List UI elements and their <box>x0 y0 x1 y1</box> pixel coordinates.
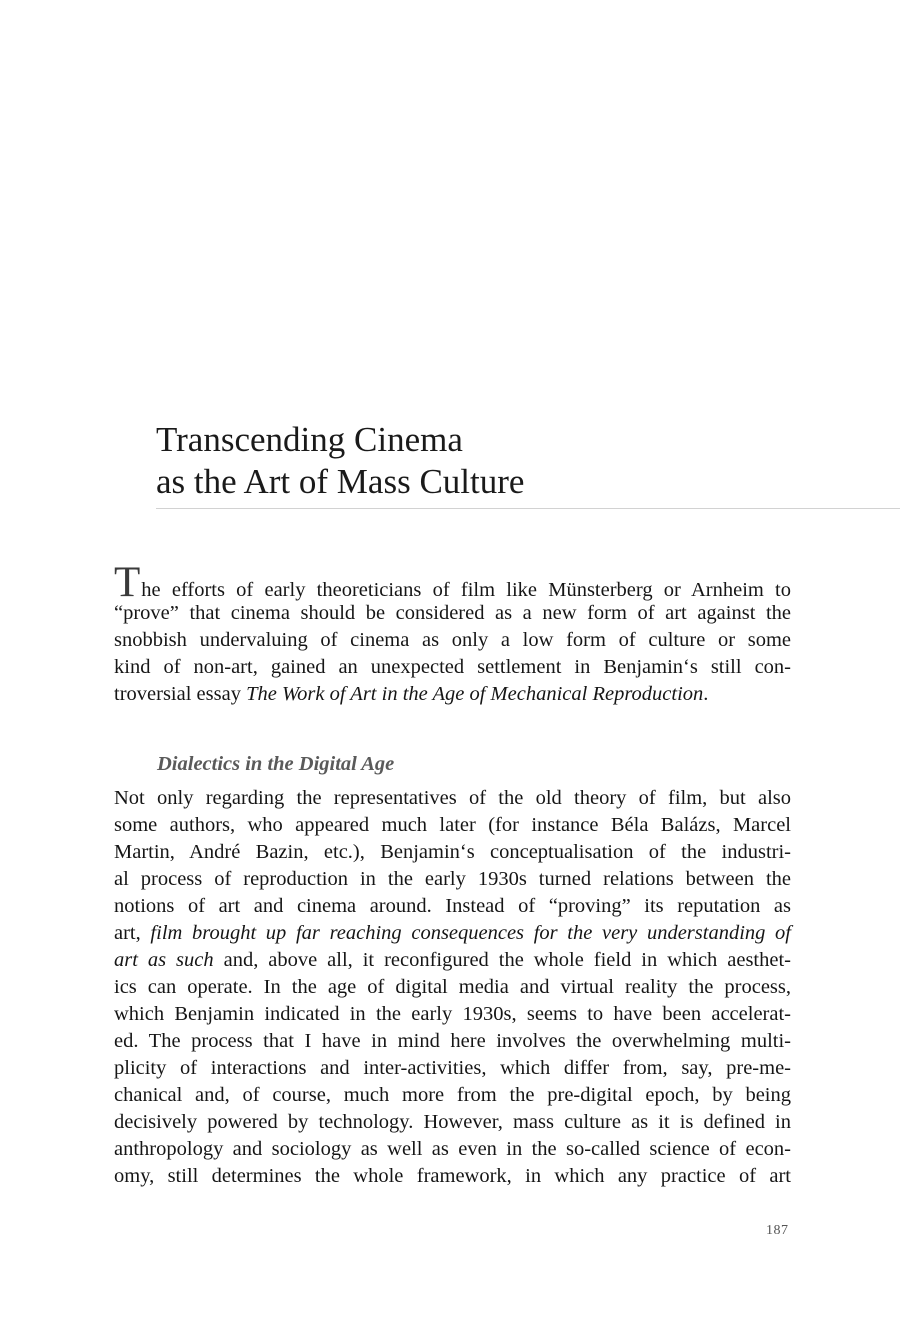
text-line: al process of reproduction in the early 1930s turned relations between the <box>114 868 791 890</box>
text-line: decisively powered by technology. However, mass culture as it is defined in <box>114 1111 791 1133</box>
text-line: snobbish undervaluing of cinema as only a low form of culture or some <box>114 629 791 651</box>
text-line: notions of art and cinema around. Instead of “proving” its reputation as <box>114 895 791 917</box>
drop-cap: T <box>114 559 141 606</box>
text-line: Martin, André Bazin, etc.), Benjamin‘s conceptualisation of the industri- <box>114 841 791 863</box>
text-run: art, <box>114 922 151 944</box>
text-line: omy, still determines the whole framework, in which any practice of art <box>114 1165 791 1187</box>
text-line: Not only regarding the representatives of the old theory of film, but also <box>114 787 791 809</box>
essay-title-italic: The Work of Art in the Age of Mechanical Reproduction <box>246 683 704 705</box>
text-line: chanical and, of course, much more from the pre-digital epoch, by being <box>114 1084 791 1106</box>
text-run: . <box>703 683 709 705</box>
chapter-title <box>156 419 756 503</box>
section-heading: Dialectics in the Digital Age <box>157 753 395 775</box>
text-line: “prove” that cinema should be considered as a new form of art against the <box>114 602 791 624</box>
body-paragraph <box>114 785 791 1190</box>
title-divider <box>156 508 900 509</box>
text-line: anthropology and sociology as well as even in the so-called science of econ- <box>114 1138 791 1160</box>
emphasis-italic: art as such <box>114 949 214 971</box>
chapter-title-line-1: Transcending Cinema <box>156 420 463 459</box>
emphasis-italic: film brought up far reaching consequences for the very understanding of <box>150 922 792 944</box>
text-line: some authors, who appeared much later (for instance Béla Balázs, Marcel <box>114 814 791 836</box>
text-line: kind of non-art, gained an unexpected settlement in Benjamin‘s still con- <box>114 656 791 678</box>
text-run: and, above all, it reconfigured the whole field in which aesthet- <box>213 949 791 971</box>
text-line <box>114 681 791 708</box>
text-line <box>114 920 791 947</box>
text-line <box>114 559 791 606</box>
text-run: he efforts of early theoreticians of film like Münsterberg or Arnheim to <box>141 579 791 601</box>
text-run: troversial essay <box>114 683 247 705</box>
text-line <box>114 947 791 974</box>
text-line: ed. The process that I have in mind here involves the overwhelming multi- <box>114 1030 791 1052</box>
chapter-title-line-2: as the Art of Mass Culture <box>156 462 525 501</box>
page-number: 187 <box>766 1223 789 1238</box>
text-line: plicity of interactions and inter-activities, which differ from, say, pre-me- <box>114 1057 791 1079</box>
text-line: ics can operate. In the age of digital media and virtual reality the process, <box>114 976 791 998</box>
intro-paragraph <box>114 559 791 708</box>
text-line: which Benjamin indicated in the early 1930s, seems to have been accelerat- <box>114 1003 791 1025</box>
